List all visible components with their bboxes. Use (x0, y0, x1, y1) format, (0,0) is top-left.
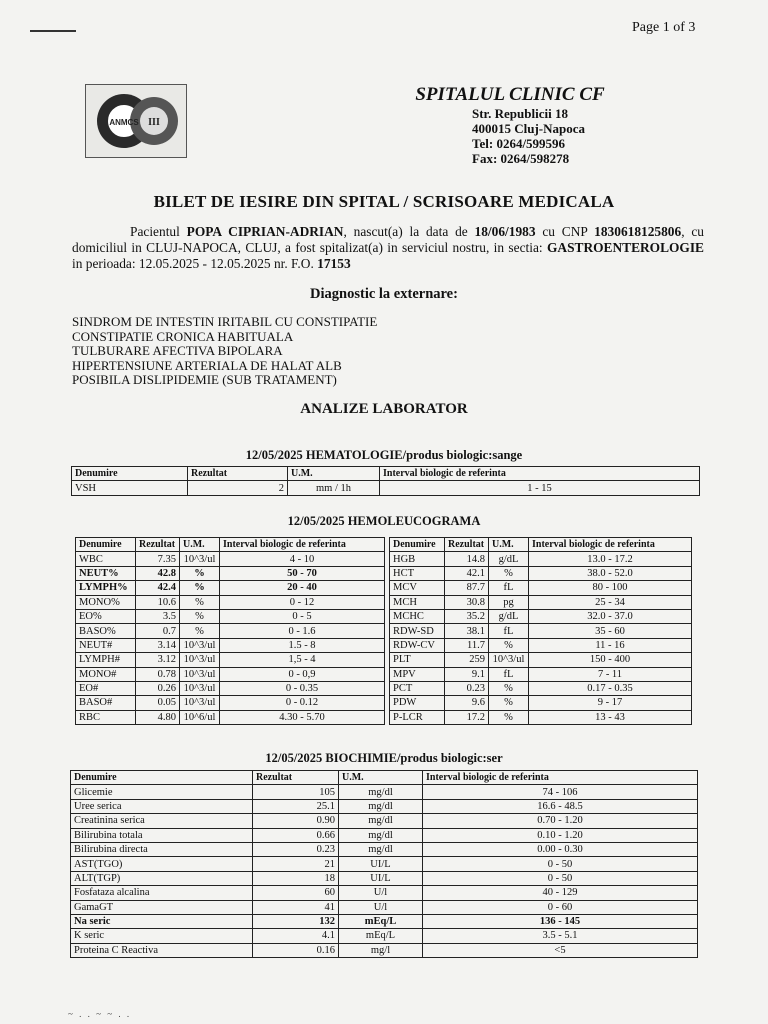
reference-interval: 74 - 106 (423, 785, 698, 799)
unit: mg/dl (339, 814, 423, 828)
unit: 10^3/ul (180, 552, 220, 566)
test-name: BASO# (76, 696, 136, 710)
unit: % (180, 581, 220, 595)
table-row (76, 624, 385, 638)
unit: % (489, 696, 529, 710)
biochimie-title: 12/05/2025 BIOCHIMIE/produs biologic:ser (265, 751, 503, 765)
table-row (390, 581, 692, 595)
hematologie-title: 12/05/2025 HEMATOLOGIE/produs biologic:sange (245, 448, 523, 462)
result-value: 60 (253, 886, 339, 900)
table-row (390, 638, 692, 652)
test-name: MCH (390, 595, 445, 609)
unit: g/dL (489, 609, 529, 623)
reference-interval: 0.17 - 0.35 (529, 681, 692, 695)
unit: 10^6/ul (180, 710, 220, 724)
test-name: RDW-SD (390, 624, 445, 638)
test-name: EO% (76, 609, 136, 623)
result-value: 38.1 (445, 624, 489, 638)
reference-interval: 0 - 0.35 (220, 681, 385, 695)
table-row (76, 566, 385, 580)
test-name: MCV (390, 581, 445, 595)
test-name: Na seric (71, 914, 253, 928)
result-value: 14.8 (445, 552, 489, 566)
result-value: 3.5 (136, 609, 180, 623)
column-header: Interval biologic de referinta (529, 538, 692, 552)
diagnosis-item: HIPERTENSIUNE ARTERIALA DE HALAT ALB (72, 357, 342, 373)
reference-interval: 0 - 12 (220, 595, 385, 609)
table-row (71, 886, 698, 900)
hospital-tel: Tel: 0264/599596 (472, 136, 566, 151)
unit: % (489, 638, 529, 652)
column-header: Denumire (76, 538, 136, 552)
result-value: 259 (445, 653, 489, 667)
result-value: 132 (253, 914, 339, 928)
table-header-row (76, 538, 385, 552)
reference-interval: 80 - 100 (529, 581, 692, 595)
table-row (76, 595, 385, 609)
table-header-row (72, 467, 700, 481)
hospital-city: 400015 Cluj-Napoca (472, 121, 586, 136)
test-name: RDW-CV (390, 638, 445, 652)
test-name: MPV (390, 667, 445, 681)
result-value: 35.2 (445, 609, 489, 623)
unit: fL (489, 581, 529, 595)
table-row (71, 828, 698, 842)
unit: 10^3/ul (180, 638, 220, 652)
diagnosis-item: TULBURARE AFECTIVA BIPOLARA (72, 343, 283, 358)
table-row (72, 481, 700, 495)
result-value: 0.78 (136, 667, 180, 681)
reference-interval: 150 - 400 (529, 653, 692, 667)
patient-dob: 18/06/1983 (474, 224, 536, 239)
unit: % (489, 710, 529, 724)
table-row (390, 624, 692, 638)
unit: 10^3/ul (180, 681, 220, 695)
test-name: MONO# (76, 667, 136, 681)
table-row (76, 710, 385, 724)
result-value: 42.4 (136, 581, 180, 595)
unit: mg/dl (339, 785, 423, 799)
column-header: U.M. (339, 771, 423, 785)
table-header-row (390, 538, 692, 552)
reference-interval: 7 - 11 (529, 667, 692, 681)
reference-interval: 0 - 0.12 (220, 696, 385, 710)
column-header: Interval biologic de referinta (423, 771, 698, 785)
diagnosis-item: CONSTIPATIE CRONICA HABITUALA (72, 328, 294, 344)
biochimie-table (70, 770, 698, 958)
table-row (390, 681, 692, 695)
test-name: ALT(TGP) (71, 871, 253, 885)
result-value: 7.35 (136, 552, 180, 566)
unit: mm / 1h (288, 481, 380, 495)
reference-interval: 1.5 - 8 (220, 638, 385, 652)
test-name: MCHC (390, 609, 445, 623)
test-name: PCT (390, 681, 445, 695)
logo-left-text: ANMCS (109, 118, 139, 127)
column-header: Interval biologic de referinta (220, 538, 385, 552)
diagnosis-list (72, 315, 377, 388)
test-name: NEUT# (76, 638, 136, 652)
result-value: 105 (253, 785, 339, 799)
table-row (71, 929, 698, 943)
reference-interval: 0 - 50 (423, 857, 698, 871)
unit: mg/l (339, 943, 423, 957)
unit: 10^3/ul (180, 653, 220, 667)
result-value: 0.05 (136, 696, 180, 710)
reference-interval: 40 - 129 (423, 886, 698, 900)
result-value: 42.1 (445, 566, 489, 580)
test-name: NEUT% (76, 566, 136, 580)
result-value: 0.16 (253, 943, 339, 957)
result-value: 18 (253, 871, 339, 885)
test-name: PLT (390, 653, 445, 667)
table-row (76, 552, 385, 566)
column-header: U.M. (180, 538, 220, 552)
reference-interval: 32.0 - 37.0 (529, 609, 692, 623)
reference-interval: 136 - 145 (423, 914, 698, 928)
reference-interval: 0 - 1.6 (220, 624, 385, 638)
reference-interval: 0.70 - 1.20 (423, 814, 698, 828)
test-name: EO# (76, 681, 136, 695)
unit: % (180, 624, 220, 638)
column-header: Denumire (390, 538, 445, 552)
unit: mg/dl (339, 799, 423, 813)
hemoleucograma-left-table (75, 537, 385, 725)
table-row (390, 609, 692, 623)
test-name: LYMPH# (76, 653, 136, 667)
reference-interval: 9 - 17 (529, 696, 692, 710)
reference-interval: 20 - 40 (220, 581, 385, 595)
reference-interval: 1 - 15 (380, 481, 700, 495)
unit: % (180, 566, 220, 580)
test-name: Creatinina serica (71, 814, 253, 828)
test-name: Proteina C Reactiva (71, 943, 253, 957)
table-row (390, 696, 692, 710)
result-value: 0.23 (253, 842, 339, 856)
table-row (71, 814, 698, 828)
reference-interval: 0.00 - 0.30 (423, 842, 698, 856)
reference-interval: 35 - 60 (529, 624, 692, 638)
hospital-fax: Fax: 0264/598278 (472, 151, 570, 166)
result-value: 30.8 (445, 595, 489, 609)
table-row (76, 696, 385, 710)
unit: U/l (339, 900, 423, 914)
footer-mark: ~ . . ~ ~ . . (68, 1009, 132, 1019)
table-row (76, 638, 385, 652)
unit: fL (489, 667, 529, 681)
unit: UI/L (339, 871, 423, 885)
column-header: Rezultat (136, 538, 180, 552)
test-name: LYMPH% (76, 581, 136, 595)
table-row (71, 914, 698, 928)
reference-interval: 3.5 - 5.1 (423, 929, 698, 943)
table-row (76, 653, 385, 667)
result-value: 41 (253, 900, 339, 914)
unit: U/l (339, 886, 423, 900)
test-name: Bilirubina totala (71, 828, 253, 842)
hematologie-table (71, 466, 700, 496)
table-row (390, 595, 692, 609)
table-row (390, 710, 692, 724)
test-name: GamaGT (71, 900, 253, 914)
unit: % (180, 595, 220, 609)
result-value: 9.6 (445, 696, 489, 710)
hemoleucograma-right-table (389, 537, 692, 725)
result-value: 9.1 (445, 667, 489, 681)
reference-interval: 0 - 5 (220, 609, 385, 623)
test-name: MONO% (76, 595, 136, 609)
result-value: 0.26 (136, 681, 180, 695)
unit: UI/L (339, 857, 423, 871)
unit: mg/dl (339, 828, 423, 842)
reference-interval: 0.10 - 1.20 (423, 828, 698, 842)
table-row (71, 785, 698, 799)
reference-interval: 38.0 - 52.0 (529, 566, 692, 580)
result-value: 4.1 (253, 929, 339, 943)
unit: mg/dl (339, 842, 423, 856)
unit: 10^3/ul (180, 696, 220, 710)
reference-interval: 13.0 - 17.2 (529, 552, 692, 566)
unit: pg (489, 595, 529, 609)
test-name: Uree serica (71, 799, 253, 813)
unit: fL (489, 624, 529, 638)
result-value: 25.1 (253, 799, 339, 813)
test-name: PDW (390, 696, 445, 710)
test-name: WBC (76, 552, 136, 566)
unit: mEq/L (339, 929, 423, 943)
hospital-header (410, 84, 610, 166)
result-value: 0.90 (253, 814, 339, 828)
test-name: RBC (76, 710, 136, 724)
accreditation-logo (85, 84, 187, 158)
table-row (390, 566, 692, 580)
reference-interval: 50 - 70 (220, 566, 385, 580)
reference-interval: 0 - 0,9 (220, 667, 385, 681)
result-value: 0.23 (445, 681, 489, 695)
reference-interval: 0 - 50 (423, 871, 698, 885)
table-row (390, 653, 692, 667)
result-value: 17.2 (445, 710, 489, 724)
result-value: 2 (188, 481, 288, 495)
column-header: Rezultat (445, 538, 489, 552)
result-value: 42.8 (136, 566, 180, 580)
test-name: Glicemie (71, 785, 253, 799)
header-rule (30, 30, 76, 32)
table-row (76, 681, 385, 695)
patient-fo: 17153 (317, 256, 351, 271)
reference-interval: 1,5 - 4 (220, 653, 385, 667)
column-header: Interval biologic de referinta (380, 467, 700, 481)
test-name: Fosfataza alcalina (71, 886, 253, 900)
column-header: Rezultat (253, 771, 339, 785)
hospital-name: SPITALUL CLINIC CF (415, 84, 605, 105)
result-value: 10.6 (136, 595, 180, 609)
table-row (71, 857, 698, 871)
result-value: 4.80 (136, 710, 180, 724)
test-name: BASO% (76, 624, 136, 638)
test-name: Bilirubina directa (71, 842, 253, 856)
table-row (76, 581, 385, 595)
unit: 10^3/ul (489, 653, 529, 667)
diagnosis-item: POSIBILA DISLIPIDEMIE (SUB TRATAMENT) (72, 372, 337, 387)
table-row (76, 609, 385, 623)
test-name: K seric (71, 929, 253, 943)
table-row (71, 900, 698, 914)
test-name: HGB (390, 552, 445, 566)
reference-interval: 4 - 10 (220, 552, 385, 566)
reference-interval: 4.30 - 5.70 (220, 710, 385, 724)
test-name: HCT (390, 566, 445, 580)
unit: % (489, 566, 529, 580)
table-row (71, 799, 698, 813)
column-header: U.M. (489, 538, 529, 552)
unit: g/dL (489, 552, 529, 566)
table-row (71, 842, 698, 856)
table-header-row (71, 771, 698, 785)
column-header: Denumire (72, 467, 188, 481)
patient-name: POPA CIPRIAN-ADRIAN (186, 224, 344, 239)
column-header: Denumire (71, 771, 253, 785)
result-value: 0.66 (253, 828, 339, 842)
reference-interval: 25 - 34 (529, 595, 692, 609)
diagnosis-item: SINDROM DE INTESTIN IRITABIL CU CONSTIPATIE (72, 314, 378, 329)
reference-interval: 16.6 - 48.5 (423, 799, 698, 813)
unit: % (489, 681, 529, 695)
test-name: VSH (72, 481, 188, 495)
patient-section: GASTROENTEROLOGIE (546, 240, 704, 255)
unit: % (180, 609, 220, 623)
reference-interval: 13 - 43 (529, 710, 692, 724)
table-row (71, 871, 698, 885)
patient-paragraph: Pacientul POPA CIPRIAN-ADRIAN, nascut(a) la data de 18/06/1983 cu CNP 1830618125806, cu domiciliul in CLUJ-NAPOCA, CLUJ, a fost spitalizat(a) in serviciul nostru, in sectia: GASTROENTEROLOGIE in perioada: 12.05.2025 - 12.05.2025 nr. F.O. 17153 (72, 224, 704, 271)
reference-interval: 11 - 16 (529, 638, 692, 652)
table-row (390, 552, 692, 566)
logo-right-text: III (148, 117, 160, 128)
unit: 10^3/ul (180, 667, 220, 681)
page-number: Page 1 of 3 (632, 20, 696, 35)
hemoleucograma-title: 12/05/2025 HEMOLEUCOGRAMA (287, 514, 481, 528)
result-value: 87.7 (445, 581, 489, 595)
hospital-address: Str. Republicii 18 (472, 106, 568, 121)
document-title: BILET DE IESIRE DIN SPITAL / SCRISOARE MEDICALA (153, 192, 615, 211)
test-name: P-LCR (390, 710, 445, 724)
lab-heading: ANALIZE LABORATOR (300, 401, 468, 417)
unit: mEq/L (339, 914, 423, 928)
table-row (71, 943, 698, 957)
test-name: AST(TGO) (71, 857, 253, 871)
column-header: U.M. (288, 467, 380, 481)
column-header: Rezultat (188, 467, 288, 481)
diagnostic-heading: Diagnostic la externare: (310, 286, 458, 302)
table-row (76, 667, 385, 681)
result-value: 3.12 (136, 653, 180, 667)
reference-interval: <5 (423, 943, 698, 957)
reference-interval: 0 - 60 (423, 900, 698, 914)
table-row (390, 667, 692, 681)
result-value: 11.7 (445, 638, 489, 652)
patient-cnp: 1830618125806 (594, 224, 682, 239)
result-value: 3.14 (136, 638, 180, 652)
result-value: 0.7 (136, 624, 180, 638)
result-value: 21 (253, 857, 339, 871)
